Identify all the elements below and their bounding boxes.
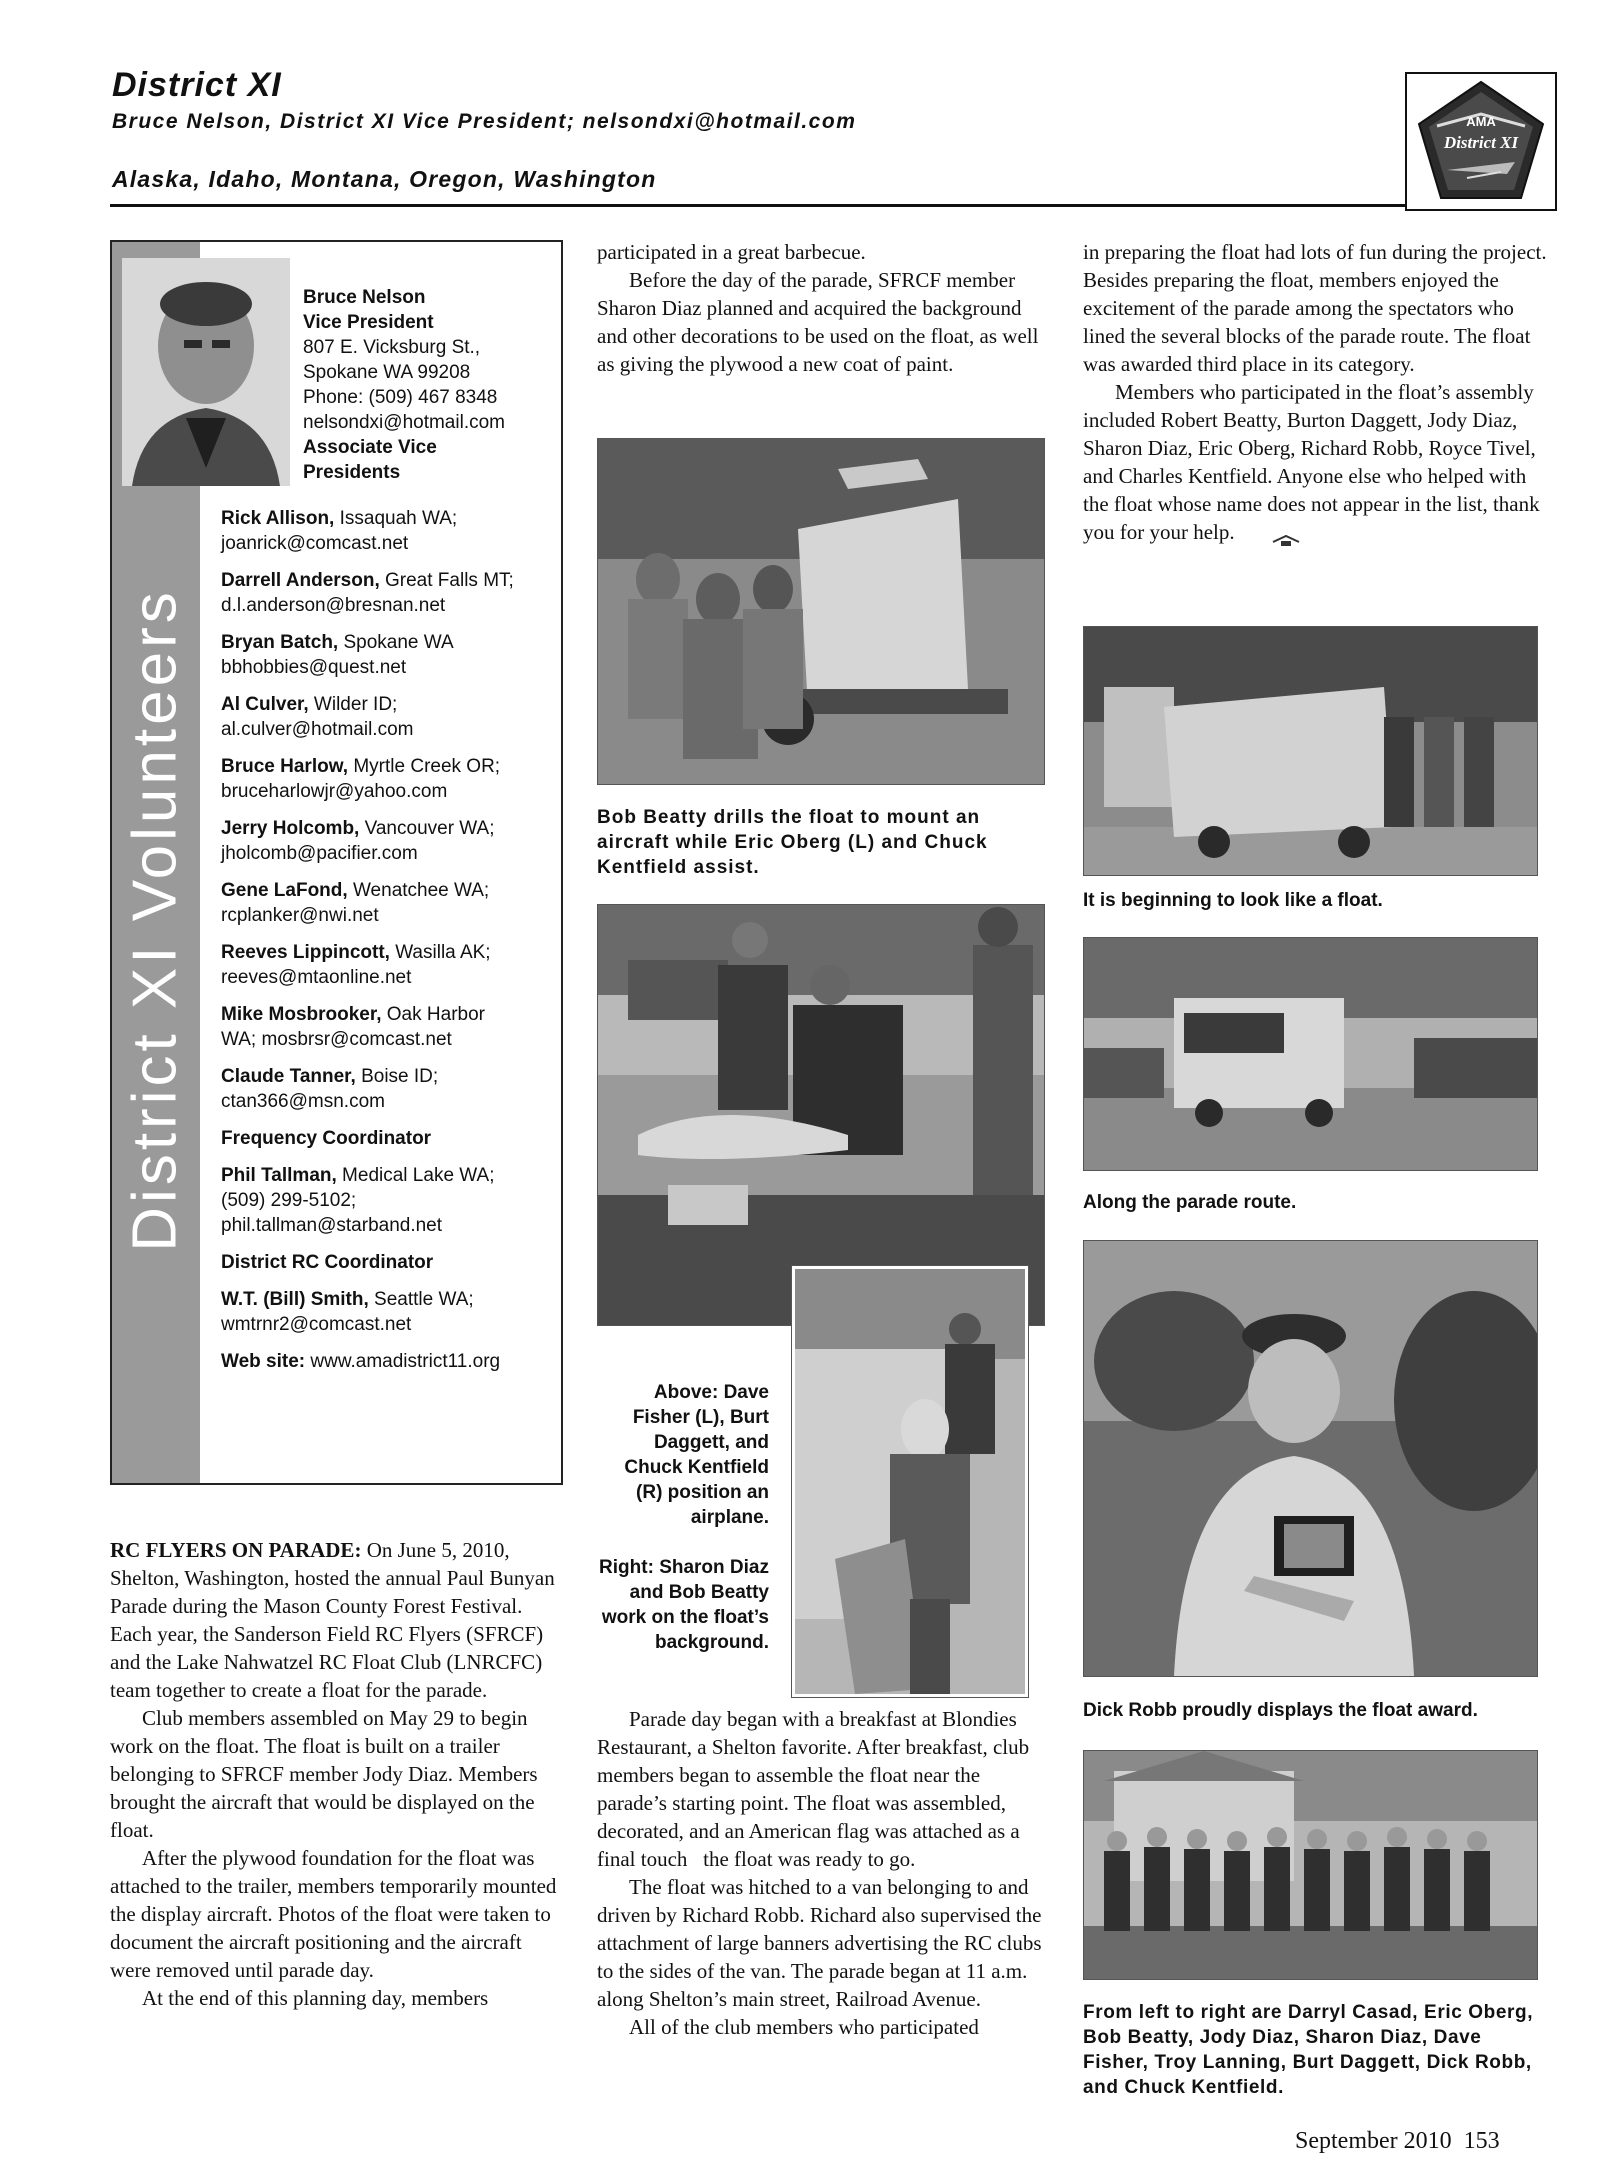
district-states: Alaska, Idaho, Montana, Oregon, Washington <box>112 166 657 192</box>
volunteer-name: Jerry Holcomb, <box>221 818 360 839</box>
freq-name: Phil Tallman, <box>221 1165 337 1186</box>
volunteer-location: Boise ID; <box>355 1066 439 1087</box>
vp-title: Vice President <box>303 312 434 333</box>
volunteer-list <box>221 506 561 1386</box>
rc-location: Seattle WA; <box>368 1289 474 1310</box>
logo-ama-text: AMA <box>1466 114 1496 129</box>
photo-caption: Along the parade route. <box>1083 1192 1297 1213</box>
article-closing-text: Members who participated in the float’s assembly included Robert Beatty, Burton Daggett, Jody Diaz, Sharon Diaz, Eric Oberg, Richard Robb, Royce Tivel, and Charles Kentfield. Anyone else who helped with the float whose name does not appear in the list, thank you for your help. <box>1083 380 1540 544</box>
volunteer-name: Bryan Batch, <box>221 632 339 653</box>
photo-drilling-float <box>597 438 1045 785</box>
photo-caption: From left to right are Darryl Casad, Eric Oberg, Bob Beatty, Jody Diaz, Sharon Diaz, Dave Fisher, Troy Lanning, Burt Daggett, Dick Robb, and Chuck Kentfield. <box>1083 2002 1534 2098</box>
volunteer-location: Spokane WA <box>338 632 454 653</box>
float-assembly-photo-icon <box>1084 627 1537 875</box>
photo-caption-pair <box>597 1380 769 1655</box>
vp-name: Bruce Nelson <box>303 287 426 308</box>
volunteer-email: reeves@mtaonline.net <box>221 967 412 988</box>
volunteer-entry <box>221 816 561 866</box>
volunteer-location: Great Falls MT; <box>379 570 514 591</box>
page-footer <box>1295 2128 1500 2155</box>
frequency-coordinator-entry <box>221 1163 561 1238</box>
volunteers-vertical-title: District XI Volunteers <box>120 588 190 1252</box>
parade-route-photo-icon <box>1084 938 1537 1170</box>
website-label: Web site: <box>221 1351 306 1372</box>
freq-phone: (509) 299-5102; <box>221 1190 357 1211</box>
photo-parade-route <box>1083 937 1538 1171</box>
article-column-3 <box>1083 238 1549 546</box>
article-column-1 <box>110 1536 565 2012</box>
volunteer-location: Wasilla AK; <box>389 942 491 963</box>
article-paragraph: After the plywood foundation for the float was attached to the trailer, members temporarily mounted the display aircraft. Photos of the float were taken to document the aircraft positioning and the aircraft were removed until parade day. <box>110 1846 557 1982</box>
volunteer-name: Reeves Lippincott, <box>221 942 390 963</box>
group-photo-icon <box>1084 1751 1537 1979</box>
float-award-photo-icon <box>1084 1241 1537 1676</box>
logo-district-text: District XI <box>1443 133 1519 152</box>
volunteer-location: Issaquah WA; <box>334 508 458 529</box>
volunteer-location: Vancouver WA; <box>359 818 495 839</box>
article-lead-paragraph <box>110 1536 565 1704</box>
article-paragraph: participated in a great barbecue. <box>597 240 866 264</box>
vp-email: nelsondxi@hotmail.com <box>303 412 505 433</box>
photo-float-background <box>792 1266 1028 1697</box>
photo-caption: Above: Dave Fisher (L), Burt Daggett, and Chuck Kentfield (R) position an airplane. <box>624 1382 769 1528</box>
article-headline: RC FLYERS ON PARADE: <box>110 1538 362 1562</box>
vice-president-byline: Bruce Nelson, District XI Vice President; nelsondxi@hotmail.com <box>112 110 857 133</box>
volunteer-entry <box>221 754 561 804</box>
volunteer-entry <box>221 630 561 680</box>
photo-caption: Right: Sharon Diaz and Bob Beatty work on the float’s background. <box>599 1557 769 1653</box>
volunteer-entry <box>221 940 561 990</box>
vp-address-line2: Spokane WA 99208 <box>303 362 471 383</box>
volunteer-email: jholcomb@pacifier.com <box>221 843 418 864</box>
photo-group <box>1083 1750 1538 1980</box>
volunteer-location: Wenatchee WA; <box>347 880 490 901</box>
volunteer-email: bbhobbies@quest.net <box>221 657 407 678</box>
associate-vp-heading-line1: Associate Vice <box>303 437 437 458</box>
photo-float-assembly <box>1083 626 1538 876</box>
article-column-2-top <box>597 238 1043 378</box>
photo-caption: It is beginning to look like a float. <box>1083 890 1383 911</box>
district-pentagon-icon <box>1407 74 1555 209</box>
volunteer-name: Al Culver, <box>221 694 309 715</box>
volunteer-entry <box>221 1002 561 1052</box>
associate-vp-heading-line2: Presidents <box>303 462 401 483</box>
volunteer-email: bruceharlowjr@yahoo.com <box>221 781 448 802</box>
airplane-positioning-photo-icon <box>598 905 1044 1325</box>
volunteer-location: Wilder ID; <box>308 694 398 715</box>
rc-email: wmtrnr2@comcast.net <box>221 1314 412 1335</box>
article-paragraph: in preparing the float had lots of fun during the project. Besides preparing the float, members enjoyed the excitement of the parade among the spectators who lined the several blocks of the parade route. The float was awarded third place in its category. <box>1083 240 1547 376</box>
article-paragraph: Before the day of the parade, SFRCF member Sharon Diaz planned and acquired the background and other decorations to be used on the float, as well as giving the plywood a new coat of paint. <box>597 268 1039 376</box>
section-title: District XI <box>112 66 282 104</box>
float-background-photo-icon <box>795 1269 1025 1694</box>
article-paragraph: At the end of this planning day, members <box>142 1986 489 2010</box>
float-drilling-photo-icon <box>598 439 1044 784</box>
frequency-coordinator-heading: Frequency Coordinator <box>221 1128 432 1149</box>
vp-address-line1: 807 E. Vicksburg St., <box>303 337 481 358</box>
article-paragraph: All of the club members who participated <box>629 2015 979 2039</box>
volunteer-name: Gene LaFond, <box>221 880 348 901</box>
volunteer-name: Mike Mosbrooker, <box>221 1004 382 1025</box>
volunteer-email: d.l.anderson@bresnan.net <box>221 595 446 616</box>
article-paragraph: The float was hitched to a van belonging to and driven by Richard Robb. Richard also supervised the attachment of large banners advertising the RC clubs to the sides of the van. The parade began at 11 a.m. along Shelton’s main street, Railroad Avenue. <box>597 1875 1042 2011</box>
photo-caption: Bob Beatty drills the float to mount an aircraft while Eric Oberg (L) and Chuck Kentfield assist. <box>597 807 988 878</box>
photo-caption: Dick Robb proudly displays the float award. <box>1083 1700 1478 1721</box>
volunteer-entry <box>221 692 561 742</box>
website-entry <box>221 1349 561 1374</box>
volunteer-name: Claude Tanner, <box>221 1066 356 1087</box>
volunteer-name: Bruce Harlow, <box>221 756 349 777</box>
volunteer-entry <box>221 506 561 556</box>
rc-coordinator-entry <box>221 1287 561 1337</box>
volunteer-email: joanrick@comcast.net <box>221 533 409 554</box>
volunteer-email: WA; mosbrsr@comcast.net <box>221 1029 452 1050</box>
rc-name: W.T. (Bill) Smith, <box>221 1289 369 1310</box>
end-mark-icon <box>1239 527 1269 541</box>
volunteer-location: Oak Harbor <box>381 1004 485 1025</box>
article-paragraph: Club members assembled on May 29 to begin work on the float. The float is built on a trailer belonging to SFRCF member Jody Diaz. Members brought the aircraft that would be displayed on the float. <box>110 1706 538 1842</box>
volunteer-name: Rick Allison, <box>221 508 335 529</box>
volunteer-entry <box>221 568 561 618</box>
issue-date: September 2010 <box>1295 2128 1452 2154</box>
article-column-2-bottom <box>597 1705 1043 2041</box>
rc-coordinator-heading: District RC Coordinator <box>221 1252 434 1273</box>
article-paragraph <box>1083 378 1549 546</box>
volunteer-entry <box>221 1064 561 1114</box>
photo-positioning-airplane <box>597 904 1045 1326</box>
volunteer-location: Myrtle Creek OR; <box>348 756 501 777</box>
page-number: 153 <box>1463 2128 1500 2154</box>
article-lead-text: On June 5, 2010, Shelton, Washington, hosted the annual Paul Bunyan Parade during the Mason County Forest Festival. Each year, the Sanderson Field RC Flyers (SFRCF) and the Lake Nahwatzel RC Float Club (LNRCFC) team together to create a float for the parade. <box>110 1538 555 1702</box>
vice-president-contact <box>303 285 505 485</box>
vice-president-portrait <box>122 258 290 486</box>
freq-email: phil.tallman@starband.net <box>221 1215 443 1236</box>
photo-float-award <box>1083 1240 1538 1677</box>
volunteer-entry <box>221 878 561 928</box>
volunteer-name: Darrell Anderson, <box>221 570 380 591</box>
header-divider <box>110 204 1553 207</box>
portrait-photo-icon <box>122 258 290 486</box>
article-paragraph: Parade day began with a breakfast at Blondies Restaurant, a Shelton favorite. After breakfast, club members began to assemble the float near the parade’s starting point. The float was assembled, decorated, and an American flag was attached as a final touch the float was ready to go. <box>597 1707 1030 1871</box>
volunteer-email: ctan366@msn.com <box>221 1091 385 1112</box>
website-url: www.amadistrict11.org <box>305 1351 501 1372</box>
freq-location: Medical Lake WA; <box>336 1165 495 1186</box>
district-logo <box>1405 72 1557 211</box>
vp-phone: Phone: (509) 467 8348 <box>303 387 498 408</box>
volunteer-email: al.culver@hotmail.com <box>221 719 414 740</box>
volunteer-email: rcplanker@nwi.net <box>221 905 379 926</box>
